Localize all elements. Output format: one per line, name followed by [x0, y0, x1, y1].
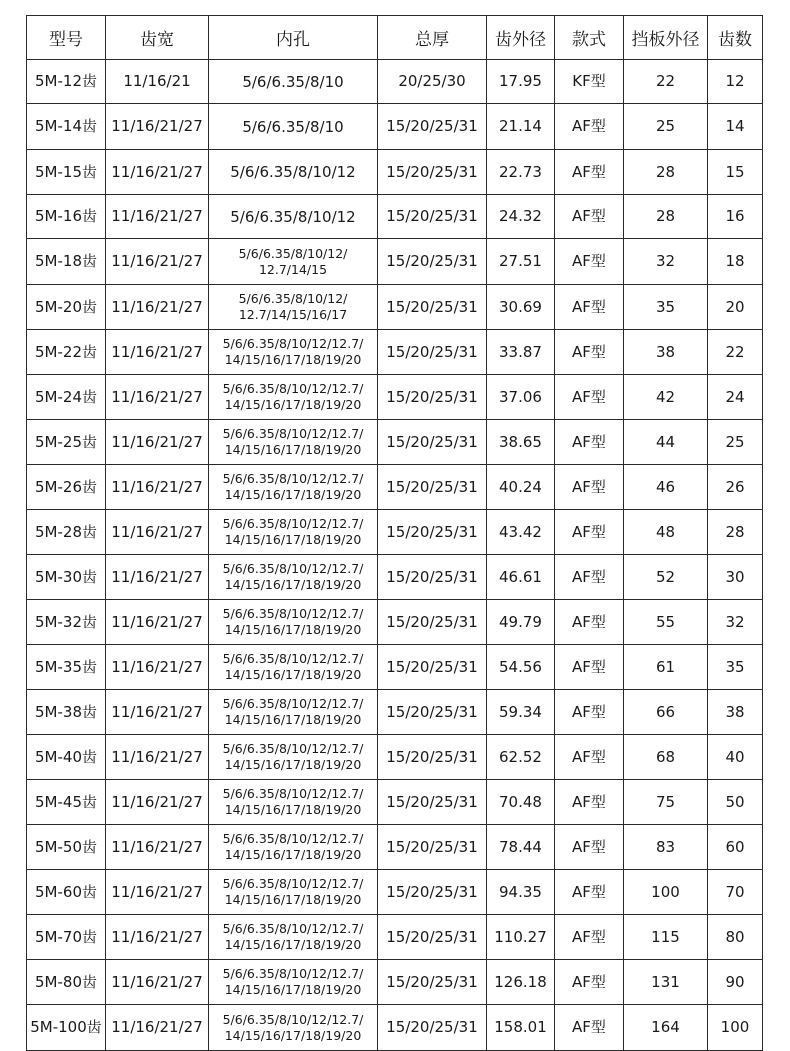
cell-flange-diameter: 32 — [624, 239, 708, 285]
header-outer-diameter: 齿外径 — [487, 16, 555, 60]
cell-style: KF型 — [555, 60, 624, 104]
cell-total-thickness: 15/20/25/31 — [378, 195, 487, 239]
cell-total-thickness: 15/20/25/31 — [378, 375, 487, 420]
header-tooth-width: 齿宽 — [106, 16, 209, 60]
cell-flange-diameter: 52 — [624, 555, 708, 600]
cell-tooth-width: 11/16/21/27 — [106, 285, 209, 330]
cell-tooth-width: 11/16/21/27 — [106, 555, 209, 600]
cell-total-thickness: 15/20/25/31 — [378, 239, 487, 285]
cell-outer-diameter: 94.35 — [487, 870, 555, 915]
cell-model: 5M-22齿 — [27, 330, 106, 375]
cell-outer-diameter: 62.52 — [487, 735, 555, 780]
cell-tooth-width: 11/16/21/27 — [106, 960, 209, 1005]
cell-total-thickness: 15/20/25/31 — [378, 285, 487, 330]
table-row — [27, 104, 763, 150]
header-tooth-count: 齿数 — [708, 16, 763, 60]
cell-tooth-count: 50 — [708, 780, 763, 825]
cell-tooth-count: 26 — [708, 465, 763, 510]
cell-tooth-width: 11/16/21/27 — [106, 465, 209, 510]
cell-outer-diameter: 110.27 — [487, 915, 555, 960]
cell-total-thickness: 15/20/25/31 — [378, 465, 487, 510]
table-row — [27, 1005, 763, 1051]
table-row — [27, 375, 763, 420]
cell-model: 5M-24齿 — [27, 375, 106, 420]
cell-bore: 5/6/6.35/8/10/12/12.7/ 14/15/16/17/18/19/20 — [209, 870, 378, 915]
table-row — [27, 825, 763, 870]
cell-total-thickness: 15/20/25/31 — [378, 645, 487, 690]
cell-total-thickness: 15/20/25/31 — [378, 915, 487, 960]
cell-outer-diameter: 21.14 — [487, 104, 555, 150]
cell-flange-diameter: 38 — [624, 330, 708, 375]
cell-bore: 5/6/6.35/8/10/12/12.7/ 14/15/16/17/18/19/20 — [209, 915, 378, 960]
cell-style: AF型 — [555, 735, 624, 780]
cell-outer-diameter: 38.65 — [487, 420, 555, 465]
cell-bore: 5/6/6.35/8/10/12/12.7/ 14/15/16/17/18/19/20 — [209, 330, 378, 375]
table-row — [27, 600, 763, 645]
cell-bore: 5/6/6.35/8/10/12/ 12.7/14/15 — [209, 239, 378, 285]
cell-total-thickness: 15/20/25/31 — [378, 150, 487, 195]
table-row — [27, 239, 763, 285]
cell-style: AF型 — [555, 600, 624, 645]
table-row — [27, 60, 763, 104]
cell-style: AF型 — [555, 870, 624, 915]
cell-flange-diameter: 46 — [624, 465, 708, 510]
cell-flange-diameter: 28 — [624, 150, 708, 195]
header-style: 款式 — [555, 16, 624, 60]
cell-bore: 5/6/6.35/8/10/12/12.7/ 14/15/16/17/18/19/20 — [209, 555, 378, 600]
cell-tooth-count: 25 — [708, 420, 763, 465]
cell-tooth-width: 11/16/21 — [106, 60, 209, 104]
cell-tooth-count: 35 — [708, 645, 763, 690]
cell-tooth-count: 24 — [708, 375, 763, 420]
table-row — [27, 915, 763, 960]
cell-total-thickness: 15/20/25/31 — [378, 1005, 487, 1051]
cell-flange-diameter: 42 — [624, 375, 708, 420]
cell-style: AF型 — [555, 645, 624, 690]
cell-outer-diameter: 17.95 — [487, 60, 555, 104]
cell-outer-diameter: 40.24 — [487, 465, 555, 510]
table-row — [27, 330, 763, 375]
cell-tooth-count: 100 — [708, 1005, 763, 1051]
cell-bore: 5/6/6.35/8/10/12/12.7/ 14/15/16/17/18/19/20 — [209, 465, 378, 510]
cell-tooth-width: 11/16/21/27 — [106, 690, 209, 735]
cell-model: 5M-14齿 — [27, 104, 106, 150]
cell-outer-diameter: 70.48 — [487, 780, 555, 825]
cell-tooth-count: 80 — [708, 915, 763, 960]
cell-model: 5M-35齿 — [27, 645, 106, 690]
cell-flange-diameter: 164 — [624, 1005, 708, 1051]
cell-flange-diameter: 44 — [624, 420, 708, 465]
table-row — [27, 285, 763, 330]
cell-outer-diameter: 126.18 — [487, 960, 555, 1005]
cell-model: 5M-18齿 — [27, 239, 106, 285]
cell-tooth-width: 11/16/21/27 — [106, 870, 209, 915]
cell-style: AF型 — [555, 915, 624, 960]
cell-style: AF型 — [555, 330, 624, 375]
cell-flange-diameter: 55 — [624, 600, 708, 645]
cell-total-thickness: 15/20/25/31 — [378, 960, 487, 1005]
cell-flange-diameter: 66 — [624, 690, 708, 735]
cell-flange-diameter: 115 — [624, 915, 708, 960]
cell-tooth-count: 16 — [708, 195, 763, 239]
cell-style: AF型 — [555, 375, 624, 420]
cell-model: 5M-16齿 — [27, 195, 106, 239]
cell-outer-diameter: 22.73 — [487, 150, 555, 195]
table-body — [27, 60, 763, 1051]
cell-tooth-count: 22 — [708, 330, 763, 375]
cell-outer-diameter: 43.42 — [487, 510, 555, 555]
cell-model: 5M-70齿 — [27, 915, 106, 960]
cell-total-thickness: 15/20/25/31 — [378, 690, 487, 735]
header-model: 型号 — [27, 16, 106, 60]
cell-flange-diameter: 61 — [624, 645, 708, 690]
cell-flange-diameter: 131 — [624, 960, 708, 1005]
cell-tooth-width: 11/16/21/27 — [106, 375, 209, 420]
cell-style: AF型 — [555, 1005, 624, 1051]
header-flange-diameter: 挡板外径 — [624, 16, 708, 60]
cell-tooth-count: 28 — [708, 510, 763, 555]
header-row — [27, 16, 763, 60]
cell-style: AF型 — [555, 150, 624, 195]
table-row — [27, 195, 763, 239]
cell-bore: 5/6/6.35/8/10/12/12.7/ 14/15/16/17/18/19/20 — [209, 735, 378, 780]
cell-outer-diameter: 78.44 — [487, 825, 555, 870]
table-row — [27, 510, 763, 555]
cell-flange-diameter: 25 — [624, 104, 708, 150]
cell-bore: 5/6/6.35/8/10/12/12.7/ 14/15/16/17/18/19/20 — [209, 960, 378, 1005]
table-row — [27, 690, 763, 735]
cell-bore: 5/6/6.35/8/10/12/12.7/ 14/15/16/17/18/19/20 — [209, 1005, 378, 1051]
cell-total-thickness: 15/20/25/31 — [378, 870, 487, 915]
cell-total-thickness: 20/25/30 — [378, 60, 487, 104]
cell-flange-diameter: 100 — [624, 870, 708, 915]
cell-tooth-width: 11/16/21/27 — [106, 825, 209, 870]
cell-outer-diameter: 49.79 — [487, 600, 555, 645]
cell-tooth-width: 11/16/21/27 — [106, 150, 209, 195]
table-row — [27, 735, 763, 780]
cell-bore: 5/6/6.35/8/10 — [209, 60, 378, 104]
cell-model: 5M-38齿 — [27, 690, 106, 735]
cell-style: AF型 — [555, 420, 624, 465]
cell-bore: 5/6/6.35/8/10/12/12.7/ 14/15/16/17/18/19/20 — [209, 510, 378, 555]
cell-model: 5M-12齿 — [27, 60, 106, 104]
cell-total-thickness: 15/20/25/31 — [378, 330, 487, 375]
cell-tooth-count: 90 — [708, 960, 763, 1005]
cell-tooth-count: 18 — [708, 239, 763, 285]
cell-tooth-count: 20 — [708, 285, 763, 330]
cell-tooth-width: 11/16/21/27 — [106, 735, 209, 780]
cell-outer-diameter: 24.32 — [487, 195, 555, 239]
cell-outer-diameter: 37.06 — [487, 375, 555, 420]
spec-table — [26, 15, 763, 1051]
cell-model: 5M-60齿 — [27, 870, 106, 915]
cell-outer-diameter: 59.34 — [487, 690, 555, 735]
cell-tooth-width: 11/16/21/27 — [106, 330, 209, 375]
cell-bore: 5/6/6.35/8/10/12/12.7/ 14/15/16/17/18/19/20 — [209, 780, 378, 825]
cell-style: AF型 — [555, 239, 624, 285]
header-bore: 内孔 — [209, 16, 378, 60]
cell-total-thickness: 15/20/25/31 — [378, 420, 487, 465]
cell-outer-diameter: 46.61 — [487, 555, 555, 600]
cell-bore: 5/6/6.35/8/10/12/12.7/ 14/15/16/17/18/19/20 — [209, 825, 378, 870]
cell-style: AF型 — [555, 510, 624, 555]
cell-bore: 5/6/6.35/8/10/12 — [209, 195, 378, 239]
cell-flange-diameter: 48 — [624, 510, 708, 555]
cell-tooth-width: 11/16/21/27 — [106, 420, 209, 465]
cell-style: AF型 — [555, 825, 624, 870]
table-row — [27, 960, 763, 1005]
cell-flange-diameter: 28 — [624, 195, 708, 239]
cell-model: 5M-32齿 — [27, 600, 106, 645]
cell-total-thickness: 15/20/25/31 — [378, 104, 487, 150]
cell-tooth-count: 60 — [708, 825, 763, 870]
cell-tooth-width: 11/16/21/27 — [106, 104, 209, 150]
cell-bore: 5/6/6.35/8/10/12/12.7/ 14/15/16/17/18/19/20 — [209, 420, 378, 465]
cell-tooth-count: 70 — [708, 870, 763, 915]
cell-outer-diameter: 54.56 — [487, 645, 555, 690]
cell-bore: 5/6/6.35/8/10/12/12.7/ 14/15/16/17/18/19/20 — [209, 375, 378, 420]
cell-tooth-width: 11/16/21/27 — [106, 645, 209, 690]
cell-model: 5M-80齿 — [27, 960, 106, 1005]
cell-model: 5M-100齿 — [27, 1005, 106, 1051]
cell-outer-diameter: 30.69 — [487, 285, 555, 330]
cell-flange-diameter: 75 — [624, 780, 708, 825]
cell-model: 5M-50齿 — [27, 825, 106, 870]
cell-tooth-count: 38 — [708, 690, 763, 735]
cell-tooth-count: 30 — [708, 555, 763, 600]
table-row — [27, 465, 763, 510]
table-row — [27, 420, 763, 465]
cell-bore: 5/6/6.35/8/10 — [209, 104, 378, 150]
cell-tooth-count: 40 — [708, 735, 763, 780]
cell-tooth-count: 15 — [708, 150, 763, 195]
cell-bore: 5/6/6.35/8/10/12 — [209, 150, 378, 195]
cell-bore: 5/6/6.35/8/10/12/ 12.7/14/15/16/17 — [209, 285, 378, 330]
cell-style: AF型 — [555, 960, 624, 1005]
cell-flange-diameter: 35 — [624, 285, 708, 330]
cell-model: 5M-26齿 — [27, 465, 106, 510]
cell-style: AF型 — [555, 555, 624, 600]
cell-model: 5M-40齿 — [27, 735, 106, 780]
cell-style: AF型 — [555, 104, 624, 150]
cell-style: AF型 — [555, 465, 624, 510]
cell-style: AF型 — [555, 195, 624, 239]
cell-model: 5M-28齿 — [27, 510, 106, 555]
cell-model: 5M-25齿 — [27, 420, 106, 465]
cell-model: 5M-15齿 — [27, 150, 106, 195]
table-row — [27, 645, 763, 690]
cell-tooth-width: 11/16/21/27 — [106, 780, 209, 825]
cell-bore: 5/6/6.35/8/10/12/12.7/ 14/15/16/17/18/19/20 — [209, 690, 378, 735]
cell-tooth-width: 11/16/21/27 — [106, 510, 209, 555]
cell-tooth-count: 12 — [708, 60, 763, 104]
cell-total-thickness: 15/20/25/31 — [378, 555, 487, 600]
cell-style: AF型 — [555, 285, 624, 330]
table-row — [27, 780, 763, 825]
table-row — [27, 555, 763, 600]
cell-total-thickness: 15/20/25/31 — [378, 600, 487, 645]
table-row — [27, 150, 763, 195]
cell-bore: 5/6/6.35/8/10/12/12.7/ 14/15/16/17/18/19/20 — [209, 600, 378, 645]
cell-model: 5M-45齿 — [27, 780, 106, 825]
cell-tooth-count: 32 — [708, 600, 763, 645]
cell-tooth-width: 11/16/21/27 — [106, 1005, 209, 1051]
cell-flange-diameter: 68 — [624, 735, 708, 780]
cell-total-thickness: 15/20/25/31 — [378, 780, 487, 825]
cell-tooth-width: 11/16/21/27 — [106, 915, 209, 960]
cell-tooth-width: 11/16/21/27 — [106, 195, 209, 239]
cell-total-thickness: 15/20/25/31 — [378, 510, 487, 555]
header-total-thickness: 总厚 — [378, 16, 487, 60]
cell-outer-diameter: 33.87 — [487, 330, 555, 375]
cell-model: 5M-30齿 — [27, 555, 106, 600]
table-row — [27, 870, 763, 915]
cell-total-thickness: 15/20/25/31 — [378, 735, 487, 780]
cell-tooth-width: 11/16/21/27 — [106, 600, 209, 645]
cell-total-thickness: 15/20/25/31 — [378, 825, 487, 870]
cell-model: 5M-20齿 — [27, 285, 106, 330]
cell-outer-diameter: 158.01 — [487, 1005, 555, 1051]
cell-flange-diameter: 83 — [624, 825, 708, 870]
cell-outer-diameter: 27.51 — [487, 239, 555, 285]
cell-style: AF型 — [555, 690, 624, 735]
cell-style: AF型 — [555, 780, 624, 825]
cell-tooth-count: 14 — [708, 104, 763, 150]
cell-tooth-width: 11/16/21/27 — [106, 239, 209, 285]
cell-bore: 5/6/6.35/8/10/12/12.7/ 14/15/16/17/18/19/20 — [209, 645, 378, 690]
cell-flange-diameter: 22 — [624, 60, 708, 104]
